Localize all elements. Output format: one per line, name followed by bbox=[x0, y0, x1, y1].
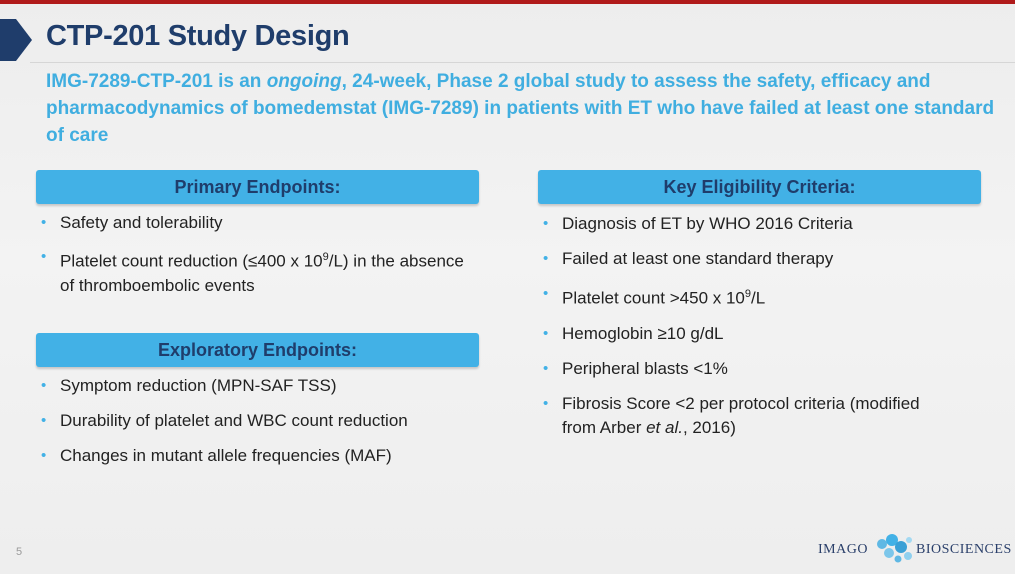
bullet-icon: • bbox=[543, 285, 549, 302]
bullet-icon: • bbox=[41, 412, 47, 429]
item-text: Durability of platelet and WBC count reduction bbox=[60, 411, 408, 430]
list-item bbox=[38, 374, 478, 398]
item-text-post: , 2016) bbox=[682, 417, 736, 437]
item-text: Diagnosis of ET by WHO 2016 Criteria bbox=[562, 214, 853, 233]
list-item bbox=[38, 245, 478, 298]
superscript: 9 bbox=[744, 288, 752, 300]
list-item bbox=[540, 212, 935, 236]
logo-mark-icon bbox=[874, 532, 916, 564]
item-text: Failed at least one standard therapy bbox=[562, 249, 834, 268]
logo-word-right: BIOSCIENCES bbox=[916, 542, 1012, 557]
item-text-pre: Platelet count reduction (≤400 x 10 bbox=[60, 251, 323, 271]
company-logo bbox=[818, 532, 1012, 564]
bullet-icon: • bbox=[41, 447, 47, 464]
item-text: Symptom reduction (MPN-SAF TSS) bbox=[60, 376, 337, 395]
intro-part-1: IMG-7289-CTP-201 is an bbox=[46, 71, 267, 92]
bullet-icon: • bbox=[543, 394, 549, 412]
item-text-post: /L) in the absence of thromboembolic events bbox=[60, 251, 464, 295]
bullet-icon: • bbox=[41, 248, 47, 265]
bullet-icon: • bbox=[543, 250, 549, 267]
intro-emphasis: ongoing bbox=[266, 71, 342, 92]
item-text: Peripheral blasts <1% bbox=[562, 358, 728, 378]
item-text: Hemoglobin ≥10 g/dL bbox=[562, 323, 724, 343]
list-item bbox=[540, 322, 935, 346]
bullet-icon: • bbox=[41, 377, 47, 394]
exploratory-endpoints-list bbox=[38, 374, 478, 468]
list-item bbox=[540, 282, 935, 311]
item-text-pre: Fibrosis Score <2 per protocol criteria (modified from Arber bbox=[562, 393, 920, 437]
intro-part-2: , 24-week, Phase 2 global study to assess the safety, efficacy and pharmacodynamics of bomedemstat (IMG-7289) in patients with ET who have failed at least one standard of care bbox=[46, 71, 995, 146]
title-arrow-icon bbox=[0, 19, 32, 61]
eligibility-criteria-header: Key Eligibility Criteria: bbox=[538, 170, 981, 204]
list-item bbox=[38, 211, 478, 235]
list-item bbox=[540, 357, 935, 381]
intro-text bbox=[46, 68, 996, 149]
top-accent-bar bbox=[0, 0, 1015, 4]
primary-endpoints-list bbox=[38, 211, 478, 298]
bullet-icon: • bbox=[543, 324, 549, 342]
page-number: 5 bbox=[16, 546, 23, 558]
list-item bbox=[540, 392, 935, 440]
list-item bbox=[38, 444, 478, 468]
bullet-icon: • bbox=[543, 215, 549, 232]
item-text: Safety and tolerability bbox=[60, 213, 223, 232]
item-text: Changes in mutant allele frequencies (MAF) bbox=[60, 446, 392, 465]
primary-endpoints-header: Primary Endpoints: bbox=[36, 170, 479, 204]
list-item bbox=[540, 247, 935, 271]
exploratory-endpoints-header: Exploratory Endpoints: bbox=[36, 333, 479, 367]
title-divider bbox=[30, 62, 1015, 63]
slide-title: CTP-201 Study Design bbox=[46, 20, 350, 52]
bullet-icon: • bbox=[543, 359, 549, 377]
eligibility-criteria-list bbox=[540, 212, 935, 440]
item-text-pre: Platelet count >450 x 10 bbox=[562, 288, 745, 308]
item-text-post: /L bbox=[751, 288, 766, 308]
superscript: 9 bbox=[322, 251, 329, 263]
bullet-icon: • bbox=[41, 214, 47, 231]
list-item bbox=[38, 409, 478, 433]
logo-word-left: IMAGO bbox=[818, 542, 868, 557]
item-text-emphasis: et al. bbox=[646, 417, 683, 437]
